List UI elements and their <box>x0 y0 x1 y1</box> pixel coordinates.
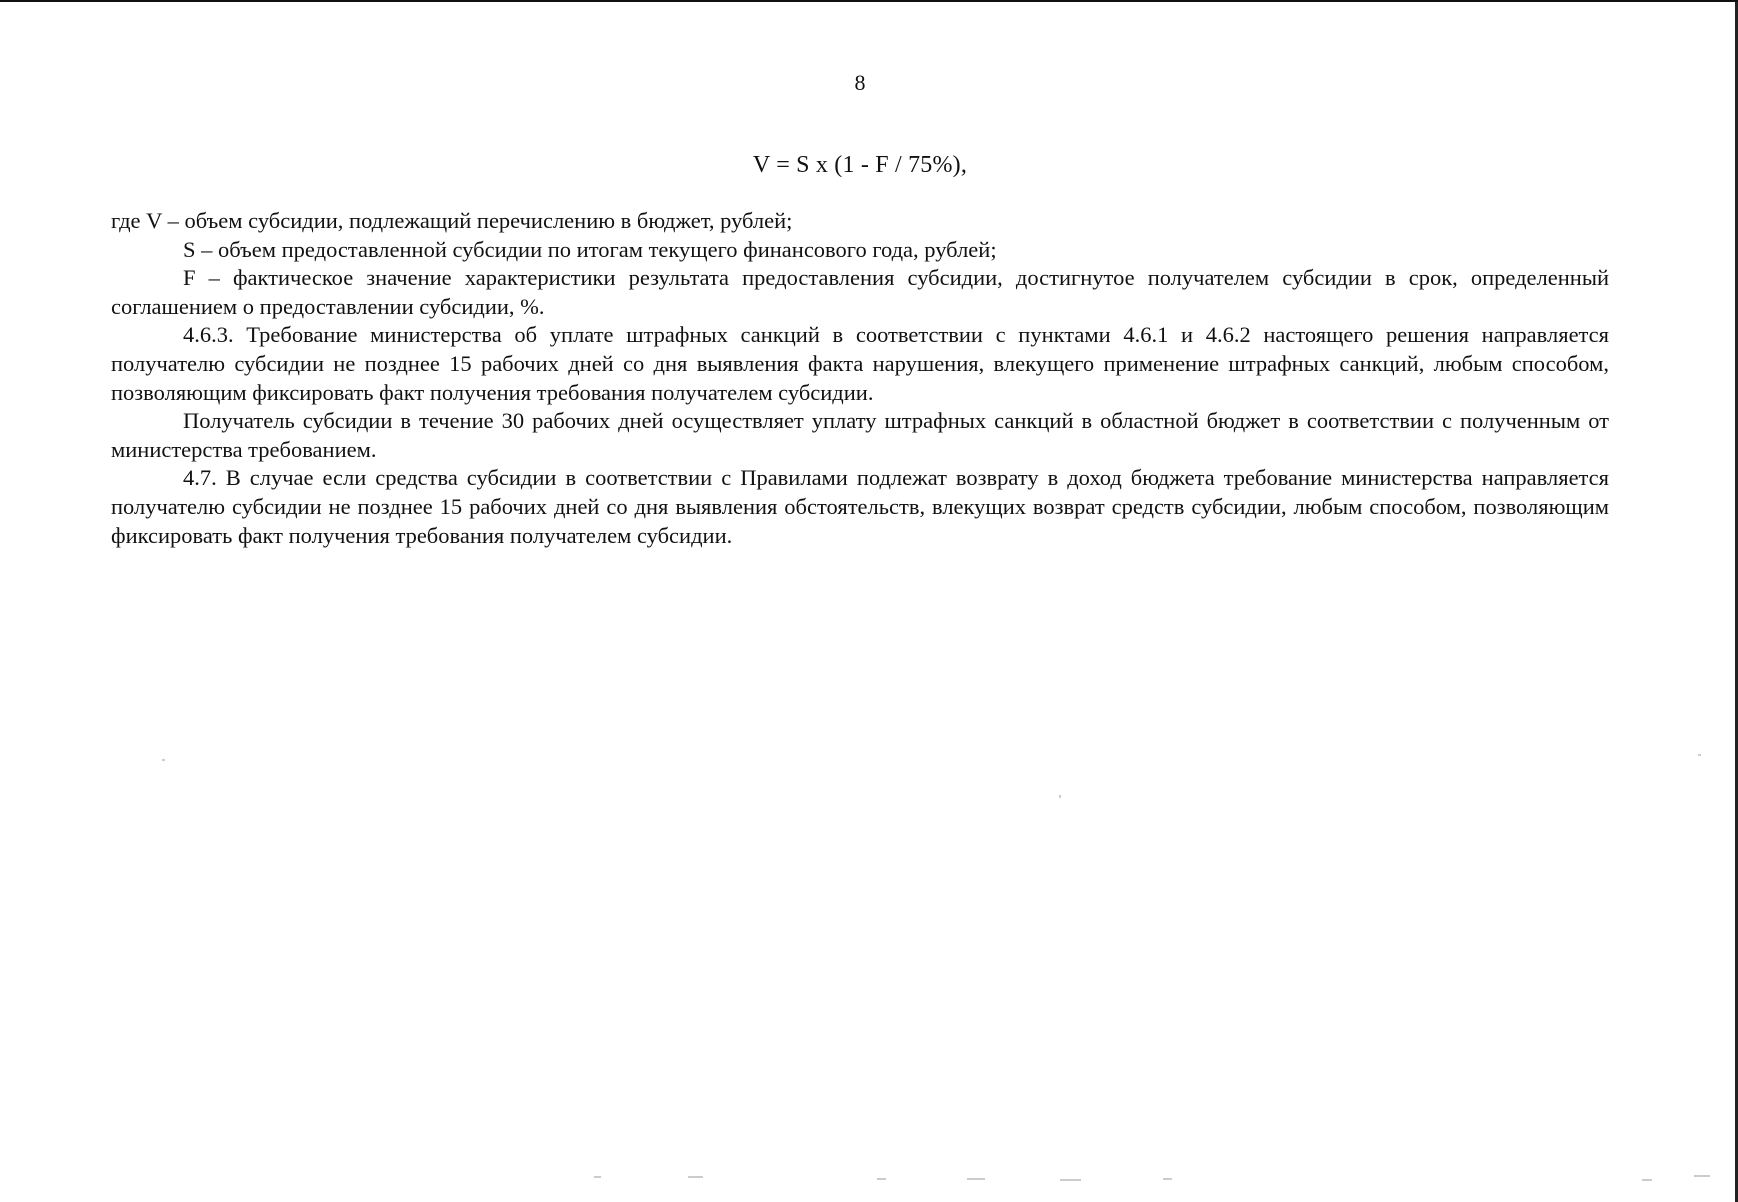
paragraph-penalty-payment: Получатель субсидии в течение 30 рабочих дней осуществляет уплату штрафных санкций в областной бюджет в соответствии с полученным от министерства требованием. <box>111 408 1609 462</box>
paragraph-4-7: 4.7. В случае если средства субсидии в соответствии с Правилами подлежат возврату в доход бюджета требование министерства направляется получателю субсидии не позднее 15 рабочих дней со дня выявления обстоятельств, влекущих возврат средств субсидии, любым способом, позволяющим фиксировать факт получения требования получателем субсидии. <box>111 465 1609 548</box>
paragraph-4-6-3: 4.6.3. Требование министерства об уплате штрафных санкций в соответствии с пунктами 4.6.1 и 4.6.2 настоящего решения направляется получателю субсидии не позднее 15 рабочих дней со дня выявления факта нарушения, влекущего применение штрафных санкций, любым способом, позволяющим фиксировать факт получения требования получателем субсидии. <box>111 322 1609 405</box>
document-body <box>111 207 1609 550</box>
paragraph-definition-v: где V – объем субсидии, подлежащий перечислению в бюджет, рублей; <box>111 208 793 233</box>
paragraph-definition-s: S – объем предоставленной субсидии по итогам текущего финансового года, рублей; <box>183 236 997 262</box>
formula: V = S x (1 - F / 75%), <box>752 152 968 178</box>
scan-noise <box>0 2 1738 1202</box>
paragraph-definition-f: F – фактическое значение характеристики результата предоставления субсидии, достигнутое получателем субсидии в срок, определенный соглашением о предоставлении субсидии, %. <box>111 265 1609 319</box>
page-number: 8 <box>854 70 866 95</box>
